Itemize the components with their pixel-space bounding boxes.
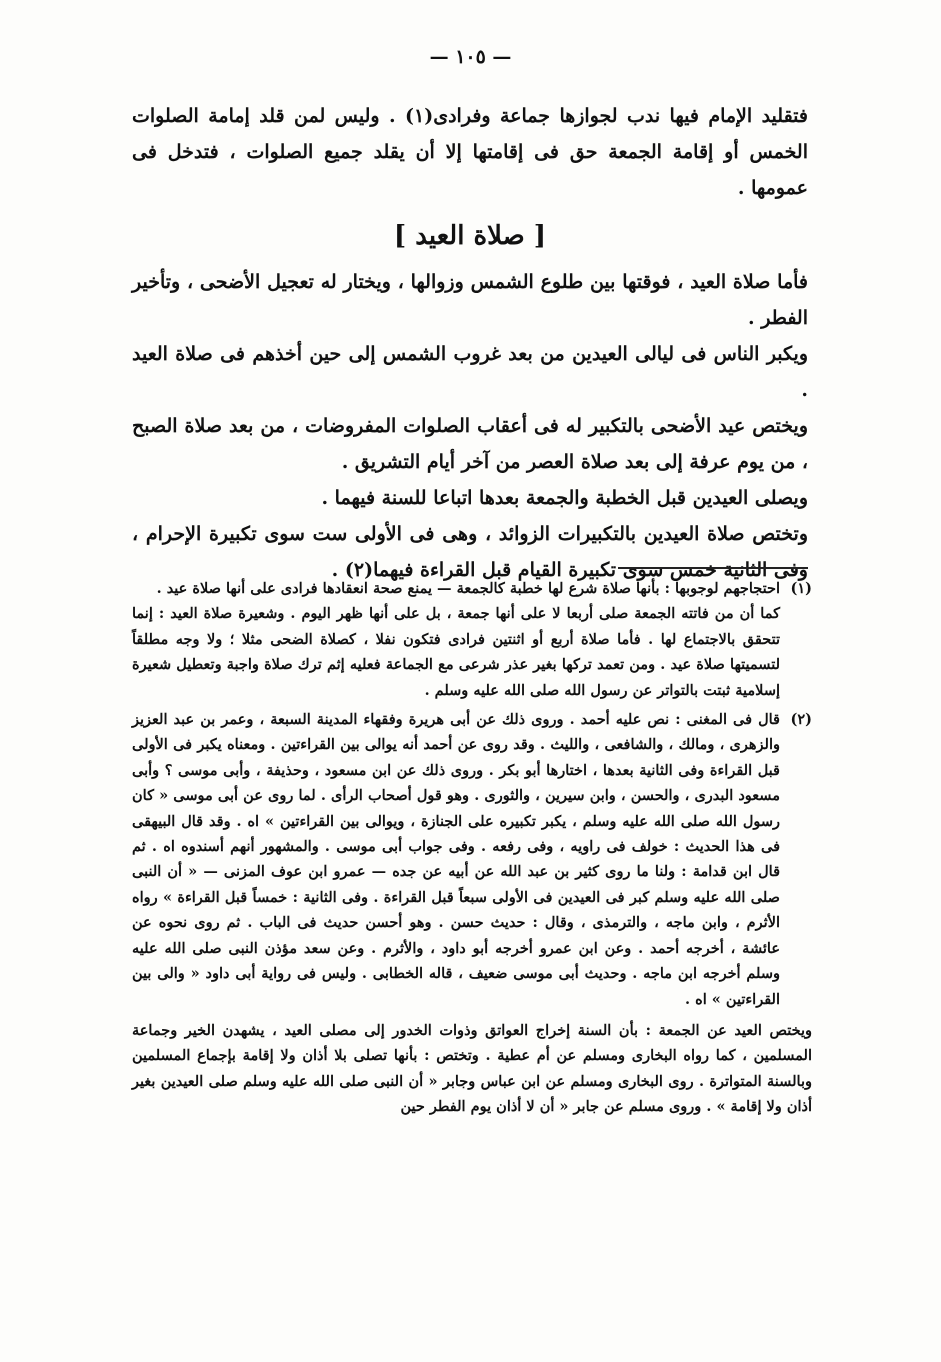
footnote-marker: (١) — [790, 580, 812, 597]
section-heading: [ صلاة العيد ] — [393, 221, 547, 251]
footnote-body — [132, 576, 780, 703]
paragraph: ويكبر الناس فى ليالى العيدين من بعد غروب الشمس إلى حين أخذهم فى صلاة العيد . — [132, 343, 808, 401]
footnote-continuation: ويختص العيد عن الجمعة : بأن السنة إخراج العواتق وذوات الخدور إلى مصلى العيد ، يشهدن الخير وجماعة المسلمين ، كما رواه البخارى ومسلم عن أم عطية . وتختص : بأنها تصلى بلا أذان ولا إقامة بإجماع المسلمين وبالسنة المتواترة . روى البخارى ومسلم عن ابن عباس وجابر « أن النبى صلى الله عليه وسلم صلى العيدين بغير أذان ولا إقامة » . وروى مسلم عن جابر « أن لا أذان يوم الفطر حين — [132, 1021, 812, 1116]
page-number: — ١٠٥ — — [429, 46, 512, 68]
paragraph: فأما صلاة العيد ، فوقتها بين طلوع الشمس وزوالها ، ويختار له تعجيل الأضحى ، وتأخير الفطر . — [132, 271, 808, 329]
paragraph: ويختص عيد الأضحى بالتكبير له فى أعقاب الصلوات المفروضات ، من بعد صلاة الصبح ، من يوم عرفة إلى بعد صلاة العصر من آخر أيام التشريق . — [132, 415, 808, 473]
paragraph: وتختص صلاة العيدين بالتكبيرات الزوائد ، وهى فى الأولى ست سوى تكبيرة الإحرام ، وفى الثانية خمس سوى تكبيرة القيام قبل القراءة فيهما(٢) . — [132, 523, 808, 581]
footnote-text: احتجاجهم لوجوبها : بأنها صلاة شرع لها خطبة كالجمعة — يمنع صحة انعقادها فرادى على أنها صلاة عيد . — [156, 580, 780, 597]
footnote-1 — [132, 576, 812, 703]
footnote-divider — [618, 567, 808, 569]
footnote-2 — [132, 707, 812, 1012]
paragraph: ويصلى العيدين قبل الخطبة والجمعة بعدها اتباعا للسنة فيهما . — [321, 487, 808, 509]
paragraph: فتقليد الإمام فيها ندب لجوازها جماعة وفرادى(١) . وليس لمن قلد إمامة الصلوات الخمس أو إقامة الجمعة حق فى إقامتها إلا أن يقلد جميع الصلوات ، فتدخل فى عمومها . — [132, 105, 808, 199]
footnote-text: قال فى المغنى : نص عليه أحمد . وروى ذلك عن أبى هريرة وفقهاء المدينة السبعة ، وعمر بن عبد العزيز والزهرى ، ومالك ، والشافعى ، والليث . وقد روى عن أحمد أنه يوالى بين القراءتين . ومعناه يكبر فى الأولى قبل القراءة وفى الثانية بعدها ، اختارها أبو بكر . وروى ذلك عن ابن مسعود ، وحذيفة ، وأبى موسى ؟ وأبى مسعود البدرى ، والحسن ، وابن سيرين ، والثورى . وهو قول أصحاب الرأى . لما روى عن أبى موسى « كان رسول الله صلى الله عليه وسلم ، يكبر تكبيره على الجنازة ، ويوالى بين القراءتين » اه . وقد قال البيهقى فى هذا الحديث : خولف فى راويه ، وفى رفعه . وفى جواب أبى موسى . والمشهور أنهم أسندوه اه . ثم قال ابن قدامة : ولنا ما روى كثير بن عبد الله عن أبيه عن جده — عمرو ابن عوف المزنى — « أن النبى صلى الله عليه وسلم كبر فى العيدين فى الأولى سبعاً قبل القراءة . وفى الثانية : خمساً قبل القراءة » رواه الأثرم ، وابن ماجه ، والترمذى ، وقال : حديث حسن . وهو أحسن حديث فى الباب . ثم روى نحوه عن عائشة ، أخرجه أحمد . وعن ابن عمرو أخرجه أبو داود ، والأثرم . وعن سعد مؤذن النبى صلى الله عليه وسلم أخرجه ابن ماجه . وحديث أبى موسى ضعيف ، قاله الخطابى . وليس فى رواية أبى داود « والى بين القراءتين » اه . — [132, 711, 781, 1008]
footnote-body — [132, 707, 780, 1012]
footnote-marker: (٢) — [790, 711, 812, 729]
main-text — [132, 98, 808, 588]
footnotes — [132, 576, 812, 1120]
footnote-text: كما أن من فاتته الجمعة صلى أربعا لا على أنها جمعة ، بل على أنها ظهر اليوم . وشعيرة صلاة العيد : إنما تتحقق بالاجتماع لها . فأما صلاة أربع أو اثنتين فرادى فتكون نفلا ، كصلاة الضحى مثلا ؛ ولا وجه مطلقاً لتسميتها صلاة عيد . ومن تعمد تركها بغير عذر شرعى مع الجماعة فعليه إثم ترك صلاة واجبة وتعطيل شعيرة إسلامية ثبتت بالتواتر عن رسول الله صلى الله عليه وسلم . — [132, 605, 780, 699]
